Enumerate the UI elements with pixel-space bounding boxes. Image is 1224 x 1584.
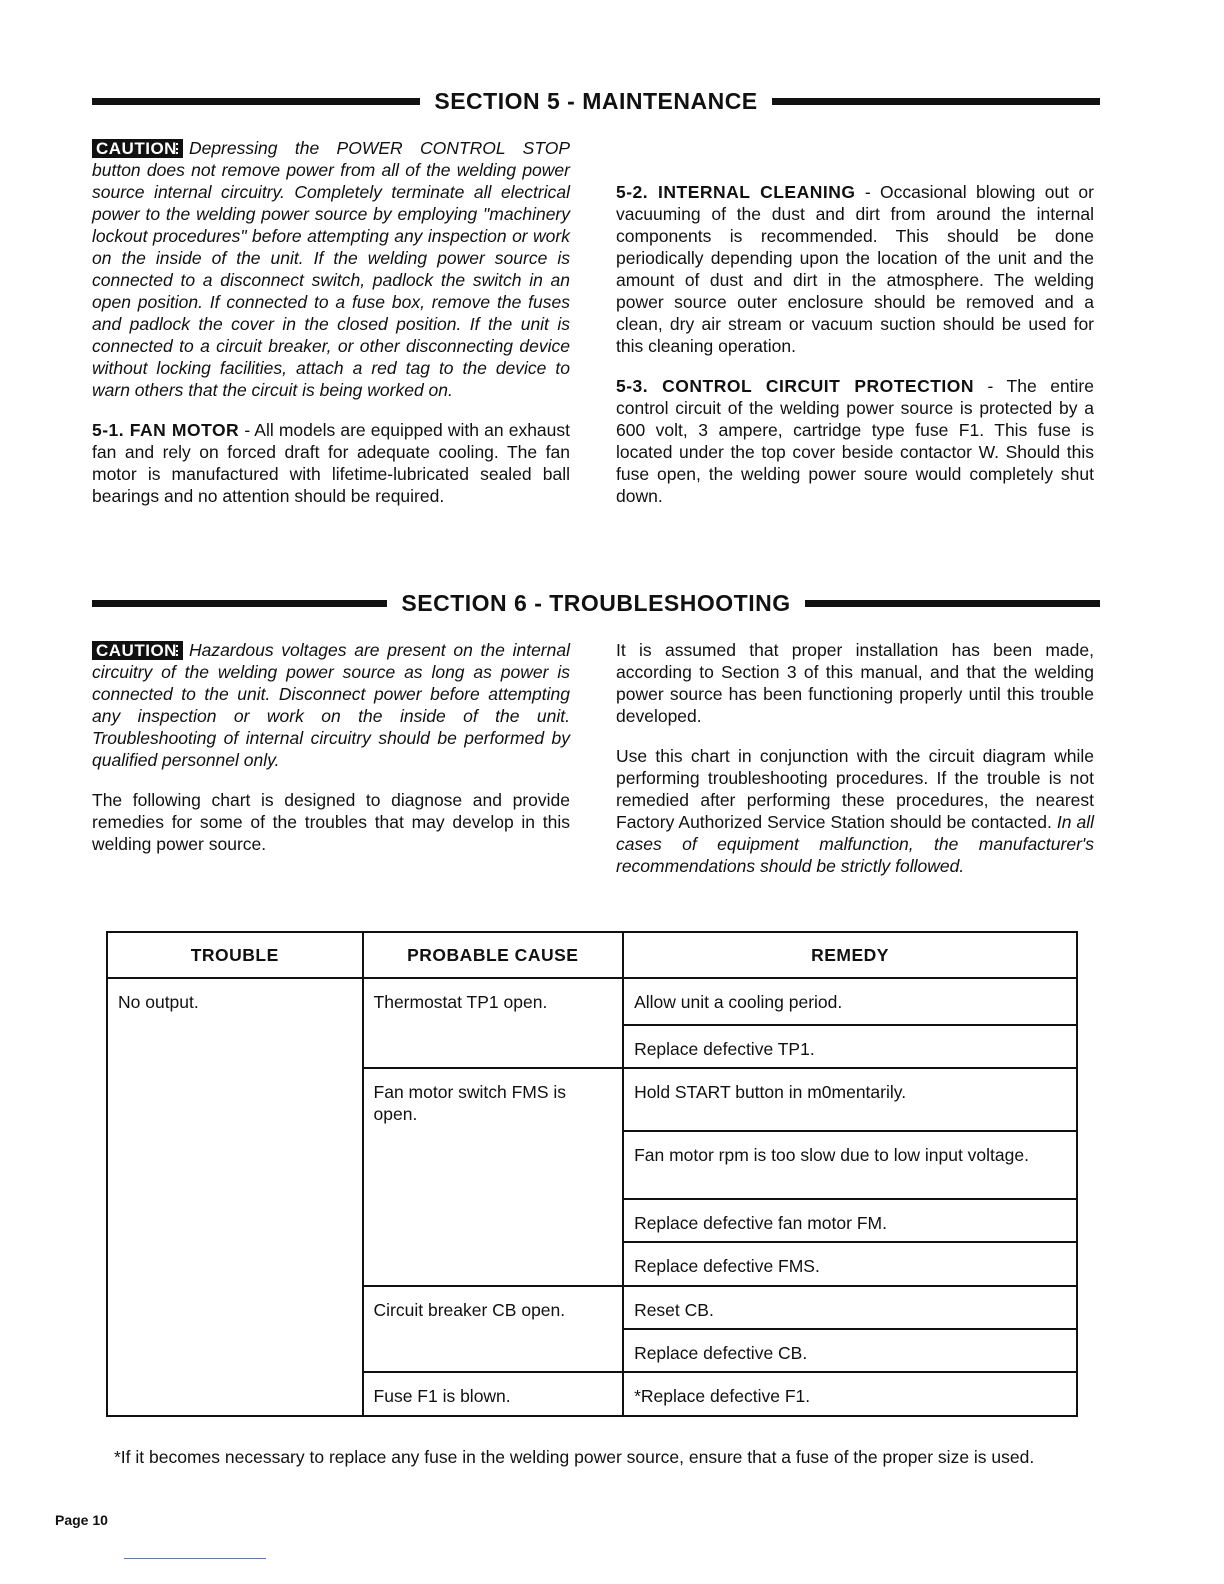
cause-cell: Circuit breaker CB open. <box>363 1286 624 1372</box>
section-6-right-column <box>616 639 1094 895</box>
section-6-caution <box>92 639 570 771</box>
remedy-cell: Replace defective FMS. <box>623 1242 1077 1286</box>
section-6-header <box>92 588 1100 618</box>
caution-badge: CAUTION <box>92 641 183 660</box>
cause-cell: Thermostat TP1 open. <box>363 978 624 1068</box>
remedy-cell: Hold START button in m0mentarily. <box>623 1068 1077 1131</box>
cause-cell: Fuse F1 is blown. <box>363 1372 624 1416</box>
paragraph-5-2 <box>616 181 1094 357</box>
page-number: Page 10 <box>55 1512 108 1528</box>
cause-cell: Fan motor switch FMS is open. <box>363 1068 624 1286</box>
remedy-cell: Reset CB. <box>623 1286 1077 1329</box>
paragraph-5-1-text: - All models are equipped with an exhaust fan and rely on forced draft for adequate cooling. The fan motor is manufactured with lifetime-lubricated sealed ball bearings and no attention should be required. <box>92 420 570 506</box>
header-rule-right <box>805 600 1100 607</box>
troubleshooting-table <box>106 931 1078 1417</box>
remedy-cell: Replace defective fan motor FM. <box>623 1199 1077 1242</box>
section-6-title: SECTION 6 - TROUBLESHOOTING <box>401 589 791 616</box>
paragraph-5-3-heading: 5-3. CONTROL CIRCUIT PROTECTION <box>616 376 975 396</box>
remedy-cell: Replace defective TP1. <box>623 1025 1077 1068</box>
use-chart-italic-text: In all cases of equipment malfunction, the manufacturer's recommendations should be strictly followed. <box>616 812 1095 876</box>
paragraph-5-3-text: - The entire control circuit of the welding power source is protected by a 600 volt, 3 ampere, cartridge type fuse F1. This fuse is located under the top cover beside contactor W. Should this fuse open, the welding power soure would completely shut down. <box>616 376 1094 506</box>
section-5-left-column <box>92 137 570 525</box>
assumption-paragraph: It is assumed that proper installation has been made, according to Section 3 of this manual, and that the welding power source has been functioning properly until this trouble developed. <box>616 640 1094 726</box>
section-5-header <box>92 86 1100 116</box>
use-chart-paragraph <box>616 745 1094 877</box>
header-remedy: REMEDY <box>623 932 1077 978</box>
trouble-cell: No output. <box>107 978 363 1416</box>
remedy-cell: Replace defective CB. <box>623 1329 1077 1372</box>
bottom-rule <box>124 1558 266 1559</box>
use-chart-text: Use this chart in conjunction with the circuit diagram while performing troubleshooting procedures. If the trouble is not remedied after performing these procedures, the nearest Factory Authorized Service Station should be contacted. <box>616 746 1094 832</box>
caution-badge: CAUTION <box>92 139 183 158</box>
table-row <box>107 978 1077 1025</box>
table-header-row <box>107 932 1077 978</box>
header-probable-cause: PROBABLE CAUSE <box>363 932 624 978</box>
remedy-cell: *Replace defective F1. <box>623 1372 1077 1416</box>
chart-intro-paragraph: The following chart is designed to diagnose and provide remedies for some of the troubles that may develop in this welding power source. <box>92 790 570 854</box>
caution-text: Hazardous voltages are present on the internal circuitry of the welding power source as long as power is connected to the unit. Disconnect power before attempting any inspection or work on the inside of the unit. Troubleshooting of internal circuitry should be performed by qualified personnel only. <box>92 640 570 770</box>
remedy-cell: Allow unit a cooling period. <box>623 978 1077 1025</box>
fuse-footnote: *If it becomes necessary to replace any fuse in the welding power source, ensure that a fuse of the proper size is used. <box>114 1447 1035 1467</box>
paragraph-5-1 <box>92 419 570 507</box>
paragraph-5-3 <box>616 375 1094 507</box>
section-5-title: SECTION 5 - MAINTENANCE <box>434 87 758 114</box>
header-trouble: TROUBLE <box>107 932 363 978</box>
section-6-left-column <box>92 639 570 873</box>
section-5-caution <box>92 137 570 401</box>
paragraph-5-2-text: - Occasional blowing out or vacuuming of the dust and dirt from around the internal components is recommended. This should be done periodically depending upon the location of the unit and the amount of dust and dirt in the atmosphere. The welding power source outer enclosure should be removed and a clean, dry air stream or vacuum suction should be used for this cleaning operation. <box>616 182 1094 356</box>
header-rule-left <box>92 600 387 607</box>
paragraph-5-1-heading: 5-1. FAN MOTOR <box>92 420 240 440</box>
caution-text: Depressing the POWER CONTROL STOP button does not remove power from all of the welding power source internal circuitry. Completely terminate all electrical power to the welding power source by employing "machinery lockout procedures" before attempting any inspection or work on the inside of the unit. If the welding power source is connected to a disconnect switch, padlock the switch in an open position. If connected to a fuse box, remove the fuses and padlock the cover in the closed position. If the unit is connected to a circuit breaker, or other disconnecting device without locking facilities, attach a red tag to the device to warn others that the circuit is being worked on. <box>92 138 570 400</box>
section-5-right-column <box>616 137 1094 525</box>
header-rule-left <box>92 98 420 105</box>
paragraph-5-2-heading: 5-2. INTERNAL CLEANING <box>616 182 856 202</box>
header-rule-right <box>772 98 1100 105</box>
remedy-cell: Fan motor rpm is too slow due to low input voltage. <box>623 1131 1077 1199</box>
